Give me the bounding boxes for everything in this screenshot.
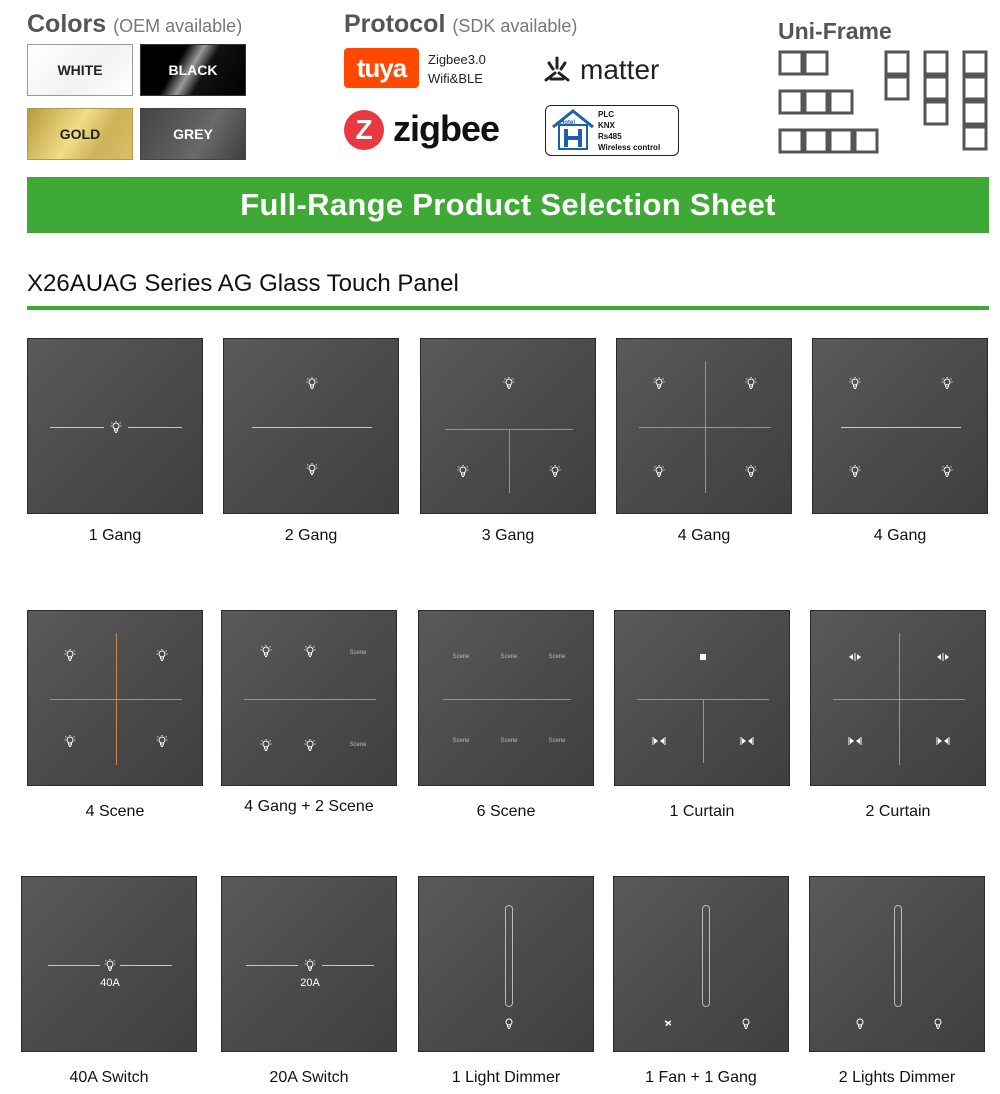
scene-key-label[interactable]: Scene (500, 738, 518, 744)
hotel-icon (549, 107, 597, 153)
curtain-stop-icon[interactable] (696, 650, 710, 664)
dimmer-slider[interactable] (505, 905, 513, 1007)
svg-text:Hotel: Hotel (560, 120, 575, 126)
divider-line (116, 633, 117, 765)
scene-key-label[interactable]: Scene (452, 654, 470, 660)
dimmer-light-icon[interactable] (931, 1016, 945, 1030)
dimmer-slider[interactable] (894, 905, 902, 1007)
zigbee-icon: Z (344, 110, 384, 150)
product-label: 1 Fan + 1 Gang (645, 1069, 757, 1086)
touch-panel-2 (223, 338, 399, 514)
divider-line (244, 699, 376, 700)
matter-icon (540, 55, 574, 85)
product-label: 2 Lights Dimmer (838, 1069, 956, 1086)
light-bulb-icon[interactable] (305, 376, 319, 390)
product-label: 4 Gang (873, 527, 927, 544)
divider-line (120, 965, 172, 966)
tuya-protocols: Zigbee3.0 Wifi&BLE (428, 52, 486, 86)
color-swatch-grey: GREY (140, 108, 246, 160)
divider-line (443, 699, 571, 700)
zigbee-logo: zigbee (393, 108, 500, 149)
product-label: 1 Curtain (669, 803, 735, 820)
light-bulb-icon[interactable] (848, 464, 862, 478)
touch-panel-1 (27, 338, 203, 514)
divider-line (703, 699, 704, 763)
touch-panel-7 (221, 610, 397, 786)
touch-panel-10 (810, 610, 986, 786)
touch-panel-6 (27, 610, 203, 786)
product-label: 2 Gang (284, 527, 338, 544)
divider-line (899, 633, 900, 765)
color-swatch-black: BLACK (140, 44, 246, 96)
light-bulb-icon[interactable] (744, 464, 758, 478)
scene-key-label[interactable]: Scene (548, 738, 566, 744)
light-bulb-icon[interactable] (502, 376, 516, 390)
light-bulb-icon[interactable] (63, 734, 77, 748)
divider-line (841, 427, 961, 428)
light-bulb-icon[interactable] (103, 958, 117, 972)
product-label: 3 Gang (481, 527, 535, 544)
divider-line (50, 427, 104, 428)
light-bulb-icon[interactable] (303, 958, 317, 972)
colors-heading: Colors (OEM available) (27, 10, 243, 38)
product-label: 4 Gang + 2 Scene (244, 798, 374, 815)
curtain-close-icon[interactable] (936, 734, 950, 748)
scene-key-label[interactable]: Scene (500, 654, 518, 660)
series-title: X26AUAG Series AG Glass Touch Panel (27, 270, 459, 297)
light-bulb-icon[interactable] (109, 420, 123, 434)
touch-panel-3 (420, 338, 596, 514)
light-bulb-icon[interactable] (303, 738, 317, 752)
light-bulb-icon[interactable] (652, 464, 666, 478)
light-bulb-icon[interactable] (63, 648, 77, 662)
product-label: 2 Curtain (865, 803, 931, 820)
scene-key-label[interactable]: Scene (452, 738, 470, 744)
touch-panel-9 (614, 610, 790, 786)
light-bulb-icon[interactable] (548, 464, 562, 478)
scene-key-label[interactable]: Scene (548, 654, 566, 660)
touch-panel-5 (812, 338, 988, 514)
fan-icon[interactable] (661, 1016, 675, 1030)
dimmer-light-icon[interactable] (502, 1016, 516, 1030)
light-bulb-icon[interactable] (940, 464, 954, 478)
touch-panel-4 (616, 338, 792, 514)
scene-key-label[interactable]: Scene (349, 742, 367, 748)
uniframe-heading: Uni-Frame (778, 18, 892, 44)
product-label: 1 Gang (88, 527, 142, 544)
selection-sheet-banner: Full-Range Product Selection Sheet (27, 177, 989, 233)
light-bulb-icon[interactable] (305, 462, 319, 476)
product-label: 1 Light Dimmer (451, 1069, 561, 1086)
light-bulb-icon[interactable] (259, 644, 273, 658)
divider-line (509, 429, 510, 493)
dimmer-slider[interactable] (702, 905, 710, 1007)
divider-line (705, 361, 706, 493)
light-bulb-icon[interactable] (259, 738, 273, 752)
amp-rating: 20A (300, 977, 320, 989)
curtain-close-icon[interactable] (848, 734, 862, 748)
protocol-heading: Protocol (SDK available) (344, 10, 578, 38)
light-bulb-icon[interactable] (155, 734, 169, 748)
product-label: 4 Scene (85, 803, 145, 820)
dimmer-light-icon[interactable] (739, 1016, 753, 1030)
light-bulb-icon[interactable] (652, 376, 666, 390)
light-bulb-icon[interactable] (848, 376, 862, 390)
touch-panel-14 (613, 876, 789, 1052)
amp-rating: 40A (100, 977, 120, 989)
product-label: 6 Scene (476, 803, 536, 820)
series-divider (27, 306, 989, 310)
color-swatch-white: WHITE (27, 44, 133, 96)
curtain-open-icon[interactable] (936, 650, 950, 664)
product-label: 40A Switch (69, 1069, 149, 1086)
scene-key-label[interactable]: Scene (349, 650, 367, 656)
divider-line (246, 965, 298, 966)
touch-panel-13 (418, 876, 594, 1052)
matter-logo: matter (540, 54, 659, 86)
divider-line (48, 965, 100, 966)
light-bulb-icon[interactable] (744, 376, 758, 390)
product-label: 20A Switch (269, 1069, 349, 1086)
divider-line (322, 965, 374, 966)
product-label: 4 Gang (677, 527, 731, 544)
curtain-open-icon[interactable] (848, 650, 862, 664)
dimmer-light-icon[interactable] (853, 1016, 867, 1030)
hotel-protocol-badge: Hotel PLC KNX Rs485 Wireless control (545, 105, 679, 156)
light-bulb-icon[interactable] (303, 644, 317, 658)
divider-line (128, 427, 182, 428)
touch-panel-15 (809, 876, 985, 1052)
touch-panel-11 (21, 876, 197, 1052)
curtain-close-icon[interactable] (652, 734, 666, 748)
light-bulb-icon[interactable] (155, 648, 169, 662)
color-swatch-gold: GOLD (27, 108, 133, 160)
tuya-logo: tuya (344, 48, 419, 88)
light-bulb-icon[interactable] (456, 464, 470, 478)
uniframe-diagram (778, 50, 993, 158)
touch-panel-8 (418, 610, 594, 786)
divider-line (252, 427, 372, 428)
light-bulb-icon[interactable] (940, 376, 954, 390)
touch-panel-12 (221, 876, 397, 1052)
curtain-close-icon[interactable] (740, 734, 754, 748)
